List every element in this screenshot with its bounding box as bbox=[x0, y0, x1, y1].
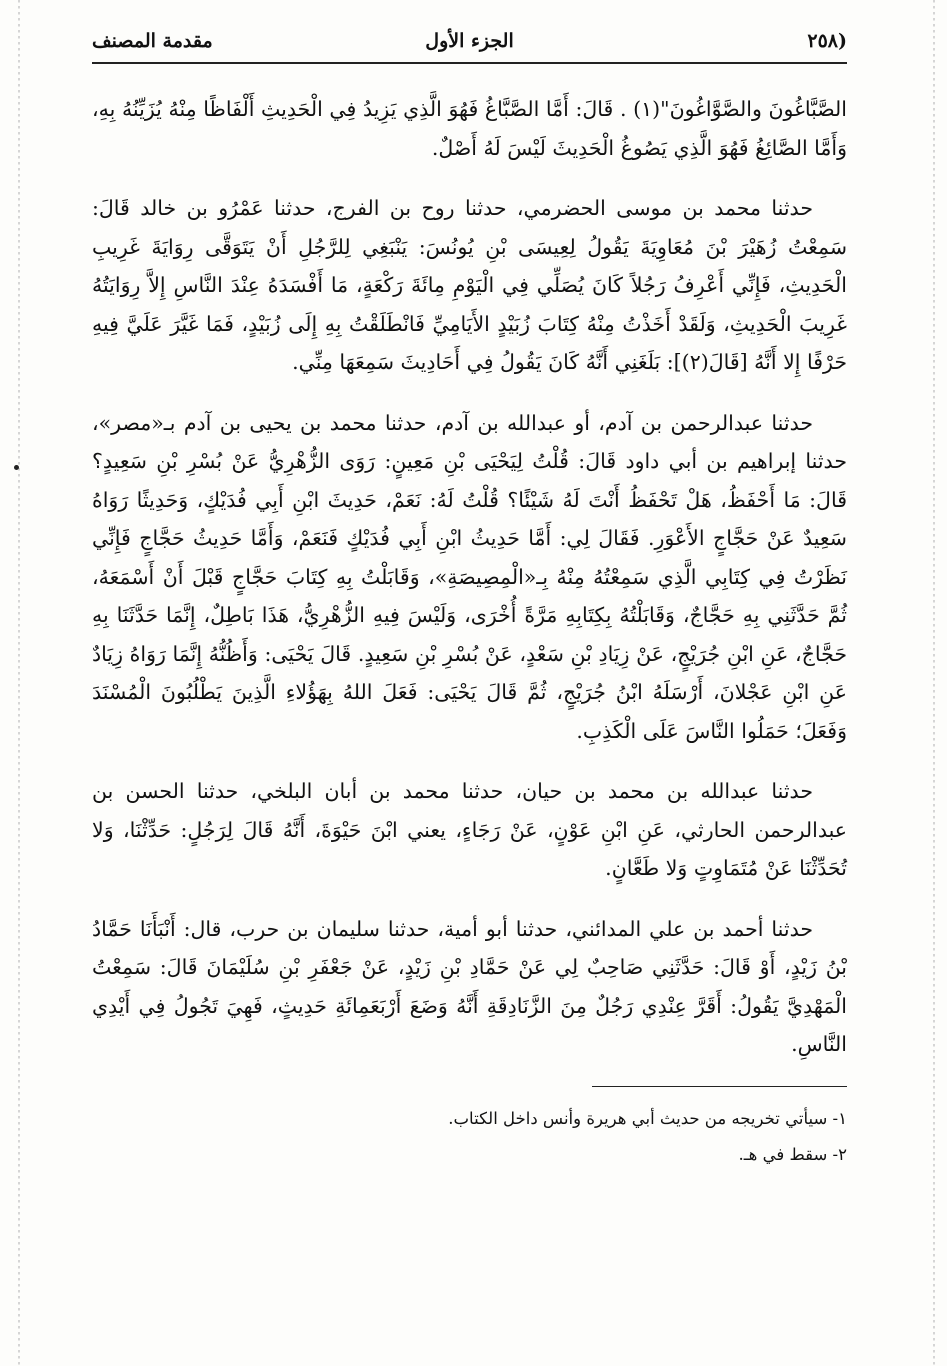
main-text bbox=[92, 90, 847, 1064]
paragraph-4: حدثنا عبدالله بن محمد بن حيان، حدثنا محمد بن أبان البلخي، حدثنا الحسن بن عبدالرحمن الحارثي، عَنِ ابْنِ عَوْنٍ، عَنْ رَجَاءٍ، يعني ابْنَ حَيْوَةَ، أَنَّهُ قَالَ لِرَجُلٍ: حَدِّثْنَا، وَلا تُحَدِّثْنَا عَنْ مُتَمَاوِتٍ وَلا طَعَّانٍ. bbox=[92, 779, 847, 880]
paragraph-5: حدثنا أحمد بن علي المدائني، حدثنا أبو أمية، حدثنا سليمان بن حرب، قال: أَنْبَأَنَا حَمَّادُ بْنُ زَيْدٍ، أَوْ قَالَ: حَدَّثَنِي صَاحِبٌ لِي عَنْ حَمَّادِ بْنِ زَيْدٍ، عَنْ جَعْفَرِ بْنِ سُلَيْمَانَ قَالَ: سَمِعْتُ الْمَهْدِيَّ يَقُولُ: أَقَرَّ عِنْدِي رَجُلٌ مِنَ الزَّنَادِقَةِ أَنَّهُ وَضَعَ أَرْبَعَمِائَةِ حَدِيثٍ، فَهِيَ تَجُولُ فِي أَيْدِي النَّاسِ. bbox=[92, 916, 847, 1056]
stray-mark bbox=[14, 465, 19, 470]
header-rule bbox=[92, 62, 847, 64]
paragraph-1: الصَّبَّاغُونَ والصَّوَّاغُونَ"(١) . قَالَ: أَمَّا الصَّبَّاغُ فَهُوَ الَّذِي يَزِيدُ فِي الْحَدِيثِ أَلْفَاظًا مِنْهُ يُزَيِّنُهُ بِهِ، وَأَمَّا الصَّائِغُ فَهُوَ الَّذِي يَصُوغُ الْحَدِيثَ لَيْسَ لَهُ أَصْلٌ. bbox=[92, 97, 847, 160]
running-header bbox=[92, 22, 847, 60]
footnotes bbox=[92, 1101, 847, 1173]
footnote-2: ٢- سقط في هـ. bbox=[738, 1144, 847, 1164]
section-title: مقدمة المصنف bbox=[92, 30, 213, 52]
left-margin-guide bbox=[18, 0, 20, 1366]
paragraph-3: حدثنا عبدالرحمن بن آدم، أو عبدالله بن آدم، حدثنا محمد بن يحيى بن آدم بـ«مصر»، حدثنا إبراهيم بن أبي داود قَالَ: قُلْتُ لِيَحْيَى بْنِ مَعِينٍ: رَوَى الزُّهْرِيُّ عَنْ بُسْرِ بْنِ سَعِيدٍ؟ قَالَ: مَا أَحْفَظُ، هَلْ تَحْفَظُ أَنْتَ لَهُ شَيْئًا؟ قُلْتُ لَهُ: نَعَمْ، حَدِيثَ ابْنِ أَبِي فُدَيْكٍ، وَحَدِيثًا رَوَاهُ سَعِيدٌ عَنْ حَجَّاجٍ الأَعْوَرِ. فَقَالَ لِي: أَمَّا حَدِيثُ ابْنِ أَبِي فُدَيْكٍ فَنَعَمْ، وَأَمَّا حَدِيثُ حَجَّاجٍ فَإِنِّي نَظَرْتُ فِي كِتَابِي الَّذِي سَمِعْتُهُ مِنْهُ بِـ«الْمِصِيصَةِ»، وَقَابَلْتُ بِهِ كِتَابَ حَجَّاجٍ قَبْلَ أَنْ أَسْمَعَهُ، ثُمَّ حَدَّثَنِي بِهِ حَجَّاجٌ، وَقَابَلْتُهُ بِكِتَابِهِ مَرَّةً أُخْرَى، وَلَيْسَ فِيهِ الزُّهْرِيُّ، هَذَا بَاطِلٌ، إِنَّمَا حَدَّثَنَا بِهِ حَجَّاجٌ، عَنِ ابْنِ جُرَيْجٍ، عَنْ زِيَادِ بْنِ سَعْدٍ، عَنْ بُسْرِ بْنِ سَعِيدٍ. قَالَ يَحْيَى: وَأَظُنُّهُ إِنَّمَا رَوَاهُ زِيَادٌ عَنِ ابْنِ عَجْلانَ، أَرْسَلَهُ ابْنُ جُرَيْجٍ، ثُمَّ قَالَ يَحْيَى: فَعَلَ اللهُ بِهَؤُلاءِ الَّذِينَ يَطْلُبُونَ الْمُسْنَدَ وَفَعَلَ؛ حَمَلُوا النَّاسَ عَلَى الْكَذِبِ. bbox=[92, 410, 847, 743]
book-page bbox=[92, 22, 847, 1173]
right-margin-guide bbox=[933, 0, 935, 1366]
volume-title: الجزء الأول bbox=[425, 30, 514, 52]
paragraph-2: حدثنا محمد بن موسى الحضرمي، حدثنا روح بن الفرج، حدثنا عَمْرُو بن خالد قَالَ: سَمِعْتُ زُهَيْرَ بْنَ مُعَاوِيَةَ يَقُولُ لِعِيسَى بْنِ يُونُسَ: يَنْبَغِي لِلرَّجُلِ أَنْ يَتَوَقَّى رِوَايَةَ غَرِيبِ الْحَدِيثِ، فَإِنِّي أَعْرِفُ رَجُلاً كَانَ يُصَلِّي فِي الْيَوْمِ مِائَةَ رَكْعَةٍ، مَا أَفْسَدَهُ عِنْدَ النَّاسِ إِلاَّ رِوَايَتُهُ غَرِيبَ الْحَدِيثِ، وَلَقَدْ أَخَذْتُ مِنْهُ كِتَابَ زُبَيْدٍ الأَيَامِيِّ فَانْطَلَقْتُ بِهِ إِلَى زُبَيْدٍ، فَمَا غَيَّرَ عَلَيَّ فِيهِ حَرْفًا إِلا أَنَّهُ [قَالَ(٢)]: بَلَغَنِي أَنَّهُ كَانَ يَقُولُ فِي أَحَادِيثَ سَمِعَهَا مِنِّي. bbox=[92, 196, 847, 374]
footnote-1: ١- سيأتي تخريجه من حديث أبي هريرة وأنس داخل الكتاب. bbox=[448, 1108, 847, 1128]
footnote-rule bbox=[592, 1086, 847, 1087]
page-number: (٢٥٨ bbox=[807, 30, 847, 52]
